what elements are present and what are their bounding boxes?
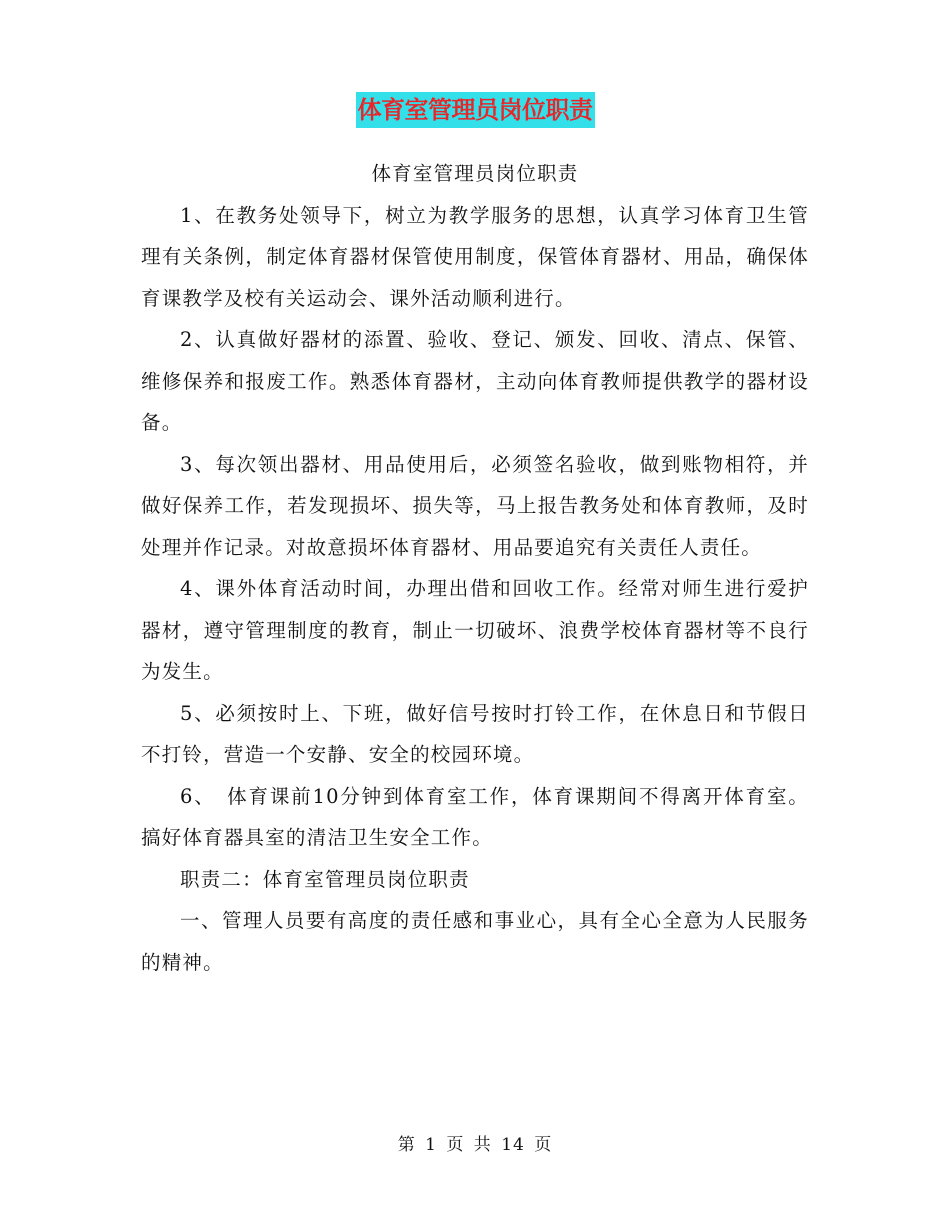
title-container: [0, 92, 950, 128]
section-heading-2: 职责二：体育室管理员岗位职责: [180, 867, 470, 891]
document-title: 体育室管理员岗位职责: [356, 92, 595, 128]
paragraph-3: 3、每次领出器材、用品使用后，必须签名验收，做到账物相符，并做好保养工作，若发现损坏、损失等，马上报告教务处和体育教师，及时处理并作记录。对故意损坏体育器材、用品要追究有关责任人责任。: [141, 452, 809, 559]
paragraph-4: 4、课外体育活动时间，办理出借和回收工作。经常对师生进行爱护器材，遵守管理制度的教育，制止一切破坏、浪费学校体育器材等不良行为发生。: [141, 577, 809, 683]
document-body: [141, 153, 809, 983]
paragraph-2: 2、认真做好器材的添置、验收、登记、颁发、回收、清点、保管、维修保养和报废工作。熟悉体育器材，主动向体育教师提供教学的器材设备。: [141, 328, 809, 434]
document-subtitle: 体育室管理员岗位职责: [371, 162, 579, 185]
page-footer: 第 1 页 共 14 页: [397, 1135, 553, 1155]
paragraph-5: 5、必须按时上、下班，做好信号按时打铃工作，在休息日和节假日不打铃，营造一个安静、安全的校园环境。: [141, 701, 809, 766]
paragraph-6: 6、 体育课前10分钟到体育室工作，体育课期间不得离开体育室。搞好体育器具室的清洁卫生安全工作。: [141, 784, 809, 849]
paragraph-7: 一、管理人员要有高度的责任感和事业心，具有全心全意为人民服务的精神。: [141, 909, 809, 974]
paragraph-1: 1、在教务处领导下，树立为教学服务的思想，认真学习体育卫生管理有关条例，制定体育器材保管使用制度，保管体育器材、用品，确保体育课教学及校有关运动会、课外活动顺利进行。: [141, 203, 809, 310]
